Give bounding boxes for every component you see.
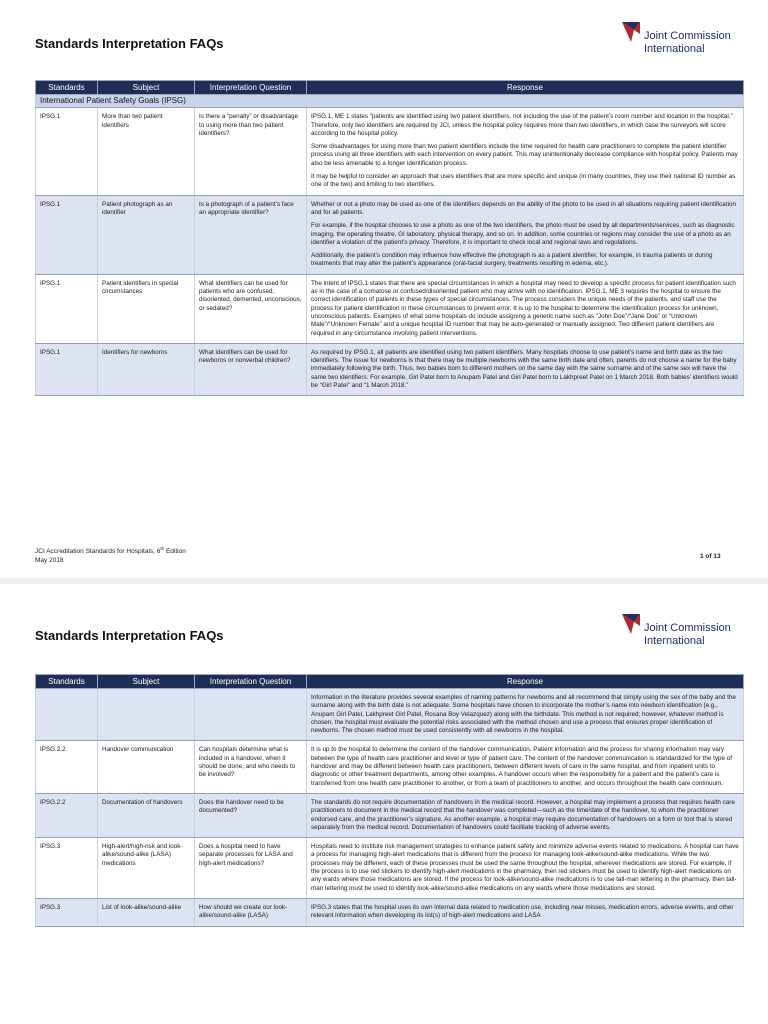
jci-logo-icon <box>622 20 642 44</box>
table-row <box>36 838 744 899</box>
cell-standard <box>36 689 98 741</box>
cell-standard: IPSG.1 <box>36 274 98 343</box>
response-paragraph: The standards do not require documentation of handovers in the medical record. However, a hospital may implement a process that requires health care practitioners to document in the medical record that the handover was completed—such as the time/date of the handover, to whom the practitioner endorsed care, and the practitioner’s signature. As another example, a hospital may require documentation of handovers on a form or tool that is stored separately from the medical record. Documentation of handovers could facilitate tracking of adverse events. <box>311 798 735 831</box>
response-paragraph: Information in the literature provides several examples of naming patterns for newborns and all recommend that simply using the sex of the baby and the surname along with the birth date is not adequate. Some hospitals have chosen to incorporate the mother’s name into newborn identification (e.g., Anupam Girl Patel, Lakhpreet Girl Patel, Rosana Boy Velazquez) along with the birthdate. This method is not required; however, whatever method is chosen, the hospital must evaluate the potential risks associated with the method chosen and use a process that ensures proper identification of newborns. The chosen method must be used consistently with all newborns in the hospital. <box>311 694 736 735</box>
response-paragraph: IPSG.1, ME 1 states “patients are identified using two patient identifiers, not including the use of the patient’s room number and location in the hospital.” Therefore, only two identifiers are required by JCI, unless the hospital policy requires more than two identifiers, in which case the surveyors will score according to the hospital policy. <box>311 113 733 137</box>
table-row <box>36 689 744 741</box>
table-row <box>36 741 744 793</box>
cell-response <box>307 793 744 837</box>
header-question: Interpretation Question <box>195 81 307 95</box>
cell-question: What identifiers can be used for newborns or nonverbal children? <box>195 343 307 395</box>
cell-subject: List of look-alike/sound-alike <box>98 898 195 926</box>
section-title: International Patient Safety Goals (IPSG) <box>36 95 744 108</box>
jci-logo <box>622 612 762 652</box>
cell-question: What identifiers can be used for patients who are confused, disoriented, demented, unconscious, or sedated? <box>195 274 307 343</box>
cell-subject: Patient photograph as an identifier <box>98 195 195 274</box>
cell-subject: Patient identifiers in special circumstances <box>98 274 195 343</box>
cell-standard: IPSG.3 <box>36 898 98 926</box>
response-paragraph: Hospitals need to institute risk management strategies to enhance patient safety and minimize adverse events related to medications. A hospital can have a process for managing high-alert medications that is different from the process for managing look-alike/sound-alike medications. While the two processes may be different, each of these processes must be used the same throughout the hospital, wherever medications are stored. For example, if the process is to use red stickers to identify high-alert medications in the pharmacy, then red stickers must be used to identify high-alert medications on any wards where those medications are stored. If the process for look-alike/sound-alike medications is to use tall-man lettering in the pharmacy, then tall-man lettering must be used to identify look-alike/sound-alike medications on any wards where those medications are stored. <box>311 843 739 892</box>
response-paragraph: Additionally, the patient’s condition may influence how effective the photograph is as a patient identifier, for example, in trauma patients or during treatments that may alter the patient’s appearance (oral-facial surgery, treatments resulting in edema, etc.). <box>311 252 713 268</box>
cell-response <box>307 741 744 793</box>
cell-question: Can hospitals determine what is included in a handover, when it should be done, and who needs to be involved? <box>195 741 307 793</box>
page-number: 1 of 13 <box>700 553 721 560</box>
cell-response <box>307 898 744 926</box>
table-row <box>36 195 744 274</box>
page-title: Standards Interpretation FAQs <box>35 628 224 643</box>
faq-table <box>35 674 744 927</box>
cell-response <box>307 274 744 343</box>
cell-subject: High-alert/high-risk and look-alike/sound-alike (LASA) medications <box>98 838 195 899</box>
table-row <box>36 793 744 837</box>
footer-edition-sup: th <box>160 546 165 551</box>
header-subject: Subject <box>98 675 195 689</box>
table-row <box>36 274 744 343</box>
cell-question: How should we create our look-alike/sound-alike (LASA) <box>195 898 307 926</box>
header-standards: Standards <box>36 675 98 689</box>
cell-response <box>307 838 744 899</box>
cell-standard: IPSG.1 <box>36 108 98 195</box>
faq-table <box>35 80 744 396</box>
section-row <box>36 95 744 108</box>
header-question: Interpretation Question <box>195 675 307 689</box>
cell-subject: Identifiers for newborns <box>98 343 195 395</box>
cell-standard: IPSG.2.2 <box>36 793 98 837</box>
table-row <box>36 343 744 395</box>
header-subject: Subject <box>98 81 195 95</box>
cell-subject: Documentation of handovers <box>98 793 195 837</box>
table-header-row <box>36 81 744 95</box>
footer-edition-end: Edition <box>164 548 186 556</box>
jci-logo <box>622 20 762 60</box>
response-paragraph: IPSG.3 states that the hospital uses its own internal data related to medication use, including near misses, medication errors, adverse events, and other relevant information when developing its list(s) of high-alert medications and LASA <box>311 903 734 920</box>
logo-text-line1: Joint Commission <box>644 622 731 634</box>
cell-standard: IPSG.2.2 <box>36 741 98 793</box>
page-footer <box>35 544 186 565</box>
response-paragraph: Whether or not a photo may be used as one of the identifiers depends on the ability of the photo to be used in all situations requiring patient identification and for all patients. <box>311 200 736 216</box>
logo-text-line1: Joint Commission <box>644 30 731 42</box>
logo-text-line2: International <box>644 43 705 55</box>
cell-question: Is a photograph of a patient’s face an appropriate identifier? <box>195 195 307 274</box>
footer-edition <box>35 544 186 556</box>
response-paragraph: The intent of IPSG.1 states that there are special circumstances in which a hospital may need to develop a specific process for patient identification such as in the case of a comatose or confused/disoriented patient who may arrive with no identification. IPSG.1, ME 3 requires the hospital to ensure the correct identification of patients in these types of special circumstances. The process considers the unique needs of the patients, and staff use the process for patient identification in these circumstances to prevent error. It is up to the hospital to determine the identification process for unknown, unconscious patients. Examples of what some hospitals do include assigning a generic name such as “John Doe”/“Jane Doe” or “Unknown Male”/“Unknown Female” and a unique hospital ID number that may be auto-generated or manually assigned. Two different patient identifiers are required in any circumstance involving patient interventions. <box>311 279 736 337</box>
cell-subject: Handover communication <box>98 741 195 793</box>
cell-question: Is there a “penalty” or disadvantage to using more than two patient identifiers? <box>195 108 307 195</box>
response-paragraph: Some disadvantages for using more than two patient identifiers include the time required for health care practitioners to complete the patient identifier process using all three identifiers with each intervention on every patient. This may unintentionally decrease compliance with hospital policy. Patients may also be less amenable to a longer identification process. <box>311 143 738 167</box>
header-standards: Standards <box>36 81 98 95</box>
document-page-2 <box>0 590 768 1024</box>
cell-standard: IPSG.1 <box>36 343 98 395</box>
cell-standard: IPSG.1 <box>36 195 98 274</box>
response-paragraph: As required by IPSG.1, all patients are identified using two patient identifiers. Many hospitals choose to use patient’s name and birth date as the two identifiers. The issue for newborns is that there may be multiple newborns with the same birth date and often, parents do not choose a name for the baby immediately following the birth. Thus, two babies born to different mothers on the same day with the same surname and of the same sex will have the same two identifiers. For example, Girl Patel born to Anupam Patel and Girl Patel born to Lakhpreet Patel on 1 March 2018. Both babies’ identifiers would be “Girl Patel” and “1 March 2018.” <box>311 348 738 390</box>
cell-subject <box>98 689 195 741</box>
footer-edition-text: JCI Accreditation Standards for Hospitals, 6 <box>35 548 161 556</box>
cell-question <box>195 689 307 741</box>
table-header-row <box>36 675 744 689</box>
footer-date: May 2018 <box>35 557 64 565</box>
cell-response <box>307 108 744 195</box>
cell-standard: IPSG.3 <box>36 838 98 899</box>
page-title: Standards Interpretation FAQs <box>35 36 224 51</box>
cell-response <box>307 689 744 741</box>
page-separator <box>0 578 768 584</box>
response-paragraph: It may be helpful to consider an approach that uses identifiers that are more specific and unique (in many countries, they use their national ID number as one of the two) and limiting to two identifiers. <box>311 173 736 189</box>
table-row <box>36 108 744 195</box>
cell-response <box>307 195 744 274</box>
table-row <box>36 898 744 926</box>
cell-response <box>307 343 744 395</box>
response-paragraph: It is up to the hospital to determine the content of the handover communication. Patient information and the process for sharing information may vary between the type of health care practitioner and level or type of patient care. The content of the handover communication is standardized for the type of handover and may be different between health care practitioners, between different levels of care in the same hospital, and from inpatient units to diagnostic or other treatment departments, among other examples. A handover occurs when the responsibility for a patient and the patient’s care is transferred from one health care practitioner to another, or from a team of practitioners to another, and occurs throughout the health care continuum. <box>311 746 732 787</box>
cell-subject: More than two patient identifiers <box>98 108 195 195</box>
header-response: Response <box>307 675 744 689</box>
jci-logo-icon <box>622 612 642 636</box>
logo-text-line2: International <box>644 635 705 647</box>
cell-question: Does the handover need to be documented? <box>195 793 307 837</box>
header-response: Response <box>307 81 744 95</box>
response-paragraph: For example, if the hospital chooses to use a photo as one of the two identifiers, the photo must be used by all departments/services, such as diagnostic imaging, the operating theatre, GI laboratory, physical therapy, and so on. In addition, some countries or regions may consider the use of a photo as an identifier a violation of the patient’s privacy. Therefore, it is important to check local and regional laws and regulations. <box>311 222 735 246</box>
cell-question: Does a hospital need to have separate processes for LASA and high-alert medications? <box>195 838 307 899</box>
